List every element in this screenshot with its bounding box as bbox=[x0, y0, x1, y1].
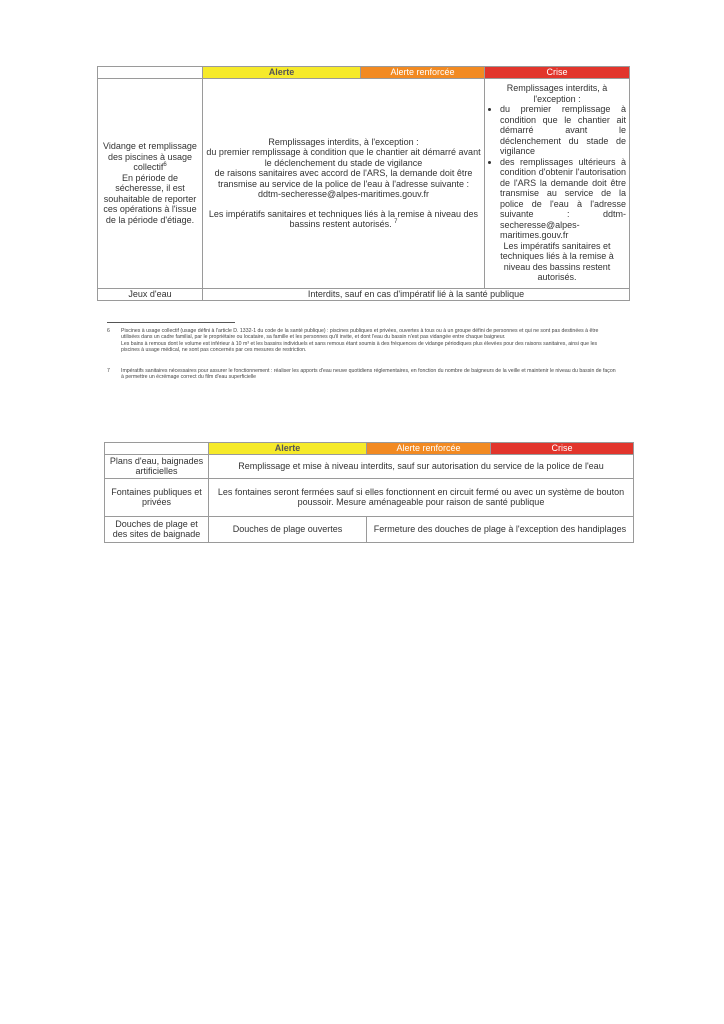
row-label-fontaines: Fontaines publiques et privées bbox=[105, 478, 209, 516]
header-empty-cell bbox=[98, 67, 203, 79]
footnote-6-text: Piscines à usage collectif (usage défini à l'article D. 1332-1 du code de la santé publique) : piscines publiques et privées, ouvertes à tous ou à un groupe défini de personnes et qui ne sont pas destinées à être utilisées dans un cadre familial, par le propriétaire ou locataire, sa famille et les personnes qu'il invite, et dont l'eau du bassin n'est pas vidangée entre chaque baigneur. bbox=[121, 328, 599, 341]
crise-intro: Remplissages interdits, à l'exception : bbox=[506, 83, 608, 104]
footnote-7 bbox=[107, 368, 617, 381]
restrictions-table-piscines bbox=[97, 66, 630, 301]
footnote-7-text: Impératifs sanitaires nécessaires pour assurer le fonctionnement : réaliser les apports d'eau neuve quotidiens réglementaires, en fonction du nombre de baigneurs de la veille et maintenir le niveau du bassin de façon à permettre un écrémage correct du film d'eau superficielle bbox=[121, 368, 616, 381]
row-text-fontaines: Les fontaines seront fermées sauf si elles fonctionnent en circuit fermé ou avec un système de bouton poussoir. Mesure aménageable pour raison de santé publique bbox=[209, 478, 634, 516]
table-row-douches bbox=[105, 516, 634, 542]
header-alerte-renforcee-2: Alerte renforcée bbox=[367, 443, 491, 455]
row-text-douches-renforcee-crise: Fermeture des douches de plage à l'exception des handiplages bbox=[367, 516, 634, 542]
row-label-douches: Douches de plage et des sites de baignade bbox=[105, 516, 209, 542]
row-text-plans: Remplissage et mise à niveau interdits, sauf sur autorisation du service de la police de l'eau bbox=[209, 454, 634, 478]
crise-bullet-1: • du premier remplissage à condition que le chantier ait démarré avant le déclenchement du stade de vigilance bbox=[500, 104, 626, 157]
merged-exception-2: de raisons sanitaires avec accord de l'ARS, la demande doit être transmise au service de la police de l'eau à l'adresse suivante : ddtm-secheresse@alpes-maritimes.gouv.fr bbox=[214, 168, 473, 199]
header-crise-2: Crise bbox=[491, 443, 634, 455]
crise-bullets bbox=[488, 104, 626, 241]
footnote-6 bbox=[107, 328, 617, 354]
merged-intro: Remplissages interdits, à l'exception : bbox=[268, 136, 419, 147]
footnote-separator bbox=[107, 322, 235, 323]
table-row-fontaines bbox=[105, 478, 634, 516]
table-row-jeux bbox=[98, 288, 630, 300]
header-row-2 bbox=[105, 443, 634, 455]
header-alerte: Alerte bbox=[203, 67, 361, 79]
footnote-7-number: 7 bbox=[107, 368, 110, 374]
footnote-ref-7: 7 bbox=[394, 219, 398, 225]
row-label-plans: Plans d'eau, baignades artificielles bbox=[105, 454, 209, 478]
footnote-ref-6: 6 bbox=[163, 162, 167, 168]
merged-outro: Les impératifs sanitaires et techniques liés à la remise à niveau des bassins restent autorisés. $^7$ bbox=[208, 208, 479, 229]
header-crise: Crise bbox=[485, 67, 630, 79]
row-label-vidange-title: Vidange et remplissage des piscines à usage collectif bbox=[103, 141, 197, 172]
crise-cell-vidange bbox=[485, 78, 630, 288]
footnote-6-text-2: Les bains à remous dont le volume est inférieur à 10 m³ et les bassins individuels et sans remous étant soumis à des fréquences de vidange périodiques plus élevées pour des raisons sanitaires, ainsi que les piscines à usage médical, ne sont pas concernés par ces mesures de restriction. bbox=[121, 340, 598, 354]
footnote-6-number: 6 bbox=[107, 328, 110, 334]
row-label-vidange-note: En période de sécheresse, il est souhaitable de reporter ces opérations à l'issue de la période d'étiage. bbox=[103, 172, 197, 225]
header-empty-cell-2 bbox=[105, 443, 209, 455]
row-text-jeux: Interdits, sauf en cas d'impératif lié à la santé publique bbox=[203, 288, 630, 300]
restrictions-table-baignades bbox=[104, 442, 634, 543]
crise-outro: Les impératifs sanitaires et techniques liés à la remise à niveau des bassins restent autorisés. bbox=[500, 240, 614, 283]
header-row bbox=[98, 67, 630, 79]
row-label-vidange bbox=[98, 78, 203, 288]
table-row-plans bbox=[105, 454, 634, 478]
row-text-douches-alerte: Douches de plage ouvertes bbox=[209, 516, 367, 542]
crise-bullet-2: • des remplissages ultérieurs à condition d'obtenir l'autorisation de l'ARS la demande doit être transmise au service de la police de l'eau à l'adresse suivante : ddtm-secheresse@alpes-maritimes.gouv.fr bbox=[500, 157, 626, 241]
table-row-vidange bbox=[98, 78, 630, 288]
merged-exception-1: du premier remplissage à condition que le chantier ait démarré avant le déclenchement du stade de vigilance bbox=[206, 147, 481, 168]
header-alerte-renforcee: Alerte renforcée bbox=[361, 67, 485, 79]
merged-cell-alerte-renforcee bbox=[203, 78, 485, 288]
row-label-jeux: Jeux d'eau bbox=[98, 288, 203, 300]
header-alerte-2: Alerte bbox=[209, 443, 367, 455]
